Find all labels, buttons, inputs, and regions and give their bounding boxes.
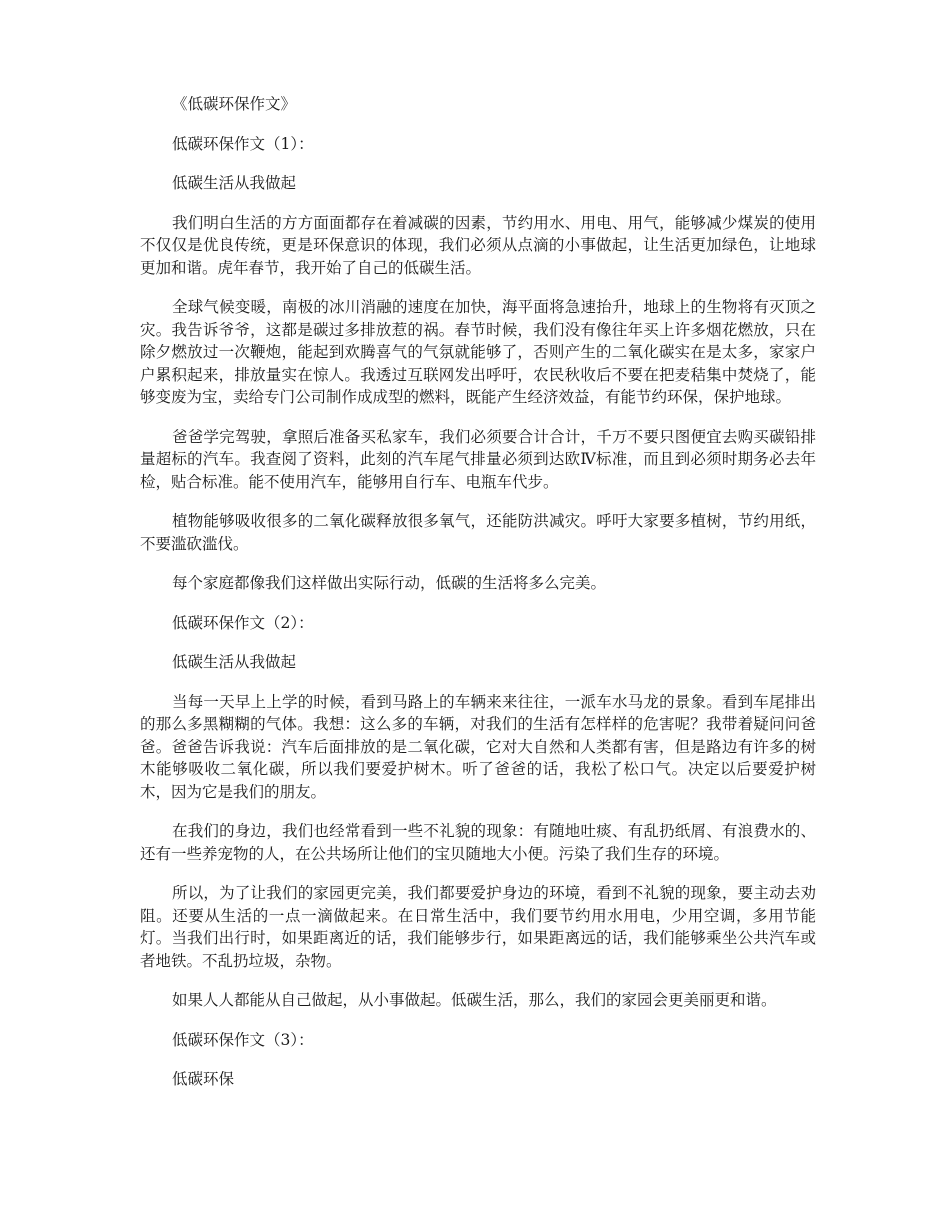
section-1-paragraph-1: 我们明白生活的方方面面都存在着减碳的因素，节约用水、用电、用气，能够减少煤炭的使用不仅仅是优良传统，更是环保意识的体现，我们必须从点滴的小事做起，让生活更加绿色，让地球更加和谐。虎年春节，我开始了自己的低碳生活。 — [140, 213, 816, 277]
section-1-paragraph-2: 全球气候变暖，南极的冰川消融的速度在加快，海平面将急速抬升，地球上的生物将有灭顶之灾。我告诉爷爷，这都是碳过多排放惹的祸。春节时候，我们没有像往年买上许多烟花燃放，只在除夕燃放过一次鞭炮，能起到欢腾喜气的气氛就能够了，否则产生的二氧化碳实在是太多，家家户户累积起来，排放量实在惊人。我透过互联网发出呼吁，农民秋收后不要在把麦秸集中焚烧了，能够变废为宝，卖给专门公司制作成成型的燃料，既能产生经济效益，有能节约环保，保护地球。 — [140, 298, 816, 406]
section-1-heading: 低碳环保作文（1）： — [172, 134, 314, 153]
section-1-paragraph-3: 爸爸学完驾驶，拿照后准备买私家车，我们必须要合计合计，千万不要只图便宜去购买碳铅排量超标的汽车。我查阅了资料，此刻的汽车尾气排量必须到达欧Ⅳ标准，而且到必须时期务必去年检，贴合标准。能不使用汽车，能够用自行车、电瓶车代步。 — [140, 427, 816, 491]
section-2-paragraph-1: 当每一天早上上学的时候，看到马路上的车辆来来往往，一派车水马龙的景象。看到车尾排出的那么多黑糊糊的气体。我想：这么多的车辆，对我们的生活有怎样样的危害呢？我带着疑问问爸爸。爸爸告诉我说：汽车后面排放的是二氧化碳，它对大自然和人类都有害，但是路边有许多的树木能够吸收二氧化碳，所以我们要爱护树木。听了爸爸的话，我松了松口气。决定以后要爱护树木，因为它是我们的朋友。 — [140, 692, 816, 801]
document-body — [140, 93, 816, 1108]
section-2-paragraph-4: 如果人人都能从自己做起，从小事做起。低碳生活，那么，我们的家园会更美丽更和谐。 — [172, 991, 777, 1009]
section-2-paragraph-2: 在我们的身边，我们也经常看到一些不礼貌的现象：有随地吐痰、有乱扔纸屑、有浪费水的、还有一些养宠物的人，在公共场所让他们的宝贝随地大小便。污染了我们生存的环境。 — [140, 822, 816, 863]
document-title: 《低碳环保作文》 — [172, 95, 297, 113]
section-2-heading: 低碳环保作文（2）： — [172, 613, 314, 632]
section-1-subtitle: 低碳生活从我做起 — [172, 174, 297, 192]
section-1-paragraph-5: 每个家庭都像我们这样做出实际行动，低碳的生活将多么完美。 — [172, 574, 607, 592]
section-3-subtitle: 低碳环保 — [172, 1070, 235, 1088]
section-2-subtitle: 低碳生活从我做起 — [172, 653, 297, 671]
section-2-paragraph-3: 所以，为了让我们的家园更完美，我们都要爱护身边的环境，看到不礼貌的现象，要主动去劝阻。还要从生活的一点一滴做起来。在日常生活中，我们要节约用水用电，少用空调，多用节能灯。当我们出行时，如果距离近的话，我们能够步行，如果距离远的话，我们能够乘坐公共汽车或者地铁。不乱扔垃圾，杂物。 — [140, 884, 816, 970]
section-3-heading: 低碳环保作文（3）： — [172, 1030, 314, 1049]
section-1-paragraph-4: 植物能够吸收很多的二氧化碳释放很多氧气，还能防洪减灾。呼吁大家要多植树，节约用纸，不要滥砍滥伐。 — [140, 512, 816, 553]
